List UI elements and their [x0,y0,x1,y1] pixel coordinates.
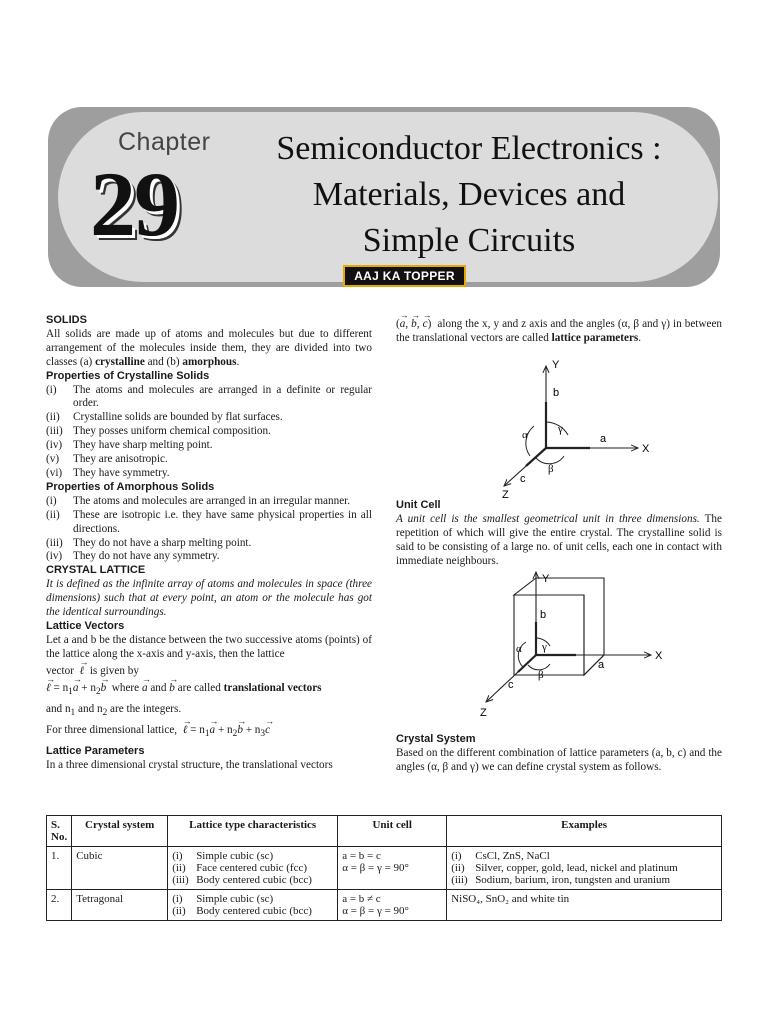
gamma-label: γ [558,423,563,435]
row-sno: 1. [47,847,72,890]
chapter-title [240,126,698,264]
cube-outline [514,578,604,675]
chapter-number: 29 [90,153,178,255]
row-unit-cell: a = b = c α = β = γ = 90° [338,847,447,890]
list-item: (ii) Body centered cubic (bcc) [172,905,312,917]
list-item: (ii) Face centered cubic (fcc) [172,862,308,874]
list-item: (i) CsCl, ZnS, NaCl [451,850,550,862]
title-line-1: Semiconductor Electronics : [276,130,662,167]
lattice-vectors-text: Let a and b be the distance between the two successive atoms (points) of the lattice along the x-axis and y-axis, then the lattice [46,633,372,660]
lattice-parameters-text: In a three dimensional crystal structure, the translational vectors [46,758,333,771]
title-line-2: Materials, Devices and [312,176,626,213]
brand-logo [343,265,466,287]
list-item: (i) Simple cubic (sc) [172,893,274,905]
z-label: Z [480,707,487,719]
list-item: (v) They are anisotropic. [46,453,168,466]
gamma-label: γ [542,641,547,653]
props-amorphous-list [46,495,372,565]
list-item: (iii) Sodium, barium, iron, tungsten and uranium [451,874,671,886]
row-lattice [168,847,338,890]
list-item: (iv) They have sharp melting point. [46,439,213,452]
alpha-label: α [522,429,528,441]
list-item: (iii) They posses uniform chemical composition. [46,425,271,438]
c-label: c [520,473,526,485]
crystal-system-section [396,733,722,775]
b-label: b [540,609,547,621]
props-crystalline-list [46,384,372,481]
row-unit-cell: a = b ≠ c α = β = γ = 90° [338,890,447,921]
lattice-parameters-heading: Lattice Parameters [46,744,145,757]
a-label: a [600,433,607,445]
props-amorphous-heading: Properties of Amorphous Solids [46,480,215,493]
crystal-system-heading: Crystal System [396,733,476,745]
lattice-vector-line: vector → ℓ is given by [46,665,372,679]
unit-cell-section [396,499,722,569]
solids-heading: SOLIDS [46,314,87,326]
a-label: a [598,659,605,671]
list-item: (ii) These are isotropic i.e. they have same physical properties in all directions. [46,508,372,535]
x-label: X [655,650,663,662]
header-lattice: Lattice type characteristics [168,816,338,847]
solids-text: All solids are made up of atoms and molecules but due to different arrangement of the molecules inside them, they are divided into two classes (a) crystalline and (b) amorphous. [46,327,372,368]
row-system: Tetragonal [72,890,168,921]
row-sno: 2. [47,890,72,921]
unit-cell-text: A unit cell is the smallest geometrical unit in three dimensions. The repetition of which will give the entire crystal. The crystalline solid is said to be consisting of a large no. of unit cells, each one in contact with immediate neighbours. [396,512,722,567]
x-label: X [642,443,650,455]
title-line-3: Simple Circuits [362,222,576,259]
list-item: (i) The atoms and molecules are arranged in an irregular manner. [46,494,351,507]
list-item: (i) Simple cubic (sc) [172,850,274,862]
unit-cell-heading: Unit Cell [396,499,441,511]
list-item: (ii) Silver, copper, gold, lead, nickel and platinum [451,862,678,874]
row-examples [447,847,722,890]
c-vector [526,448,546,466]
b-label: b [553,387,560,399]
alpha-label: α [516,643,522,655]
list-item: (ii) Crystalline solids are bounded by flat surfaces. [46,411,283,424]
list-item: (vi) They have symmetry. [46,466,170,479]
row-examples: NiSO₄, SnO₂ and white tin [447,890,722,921]
right-column [396,318,722,346]
z-label: Z [502,489,509,501]
lattice-vectors-heading: Lattice Vectors [46,619,125,632]
header-examples: Examples [447,816,722,847]
axes-diagram [490,356,660,504]
beta-label: β [548,463,554,475]
y-label: Y [542,573,550,585]
y-label: Y [552,359,560,371]
row-system: Cubic [72,847,168,890]
crystal-system-table [46,815,722,921]
table-header-row [47,816,722,847]
gamma-arc [546,422,568,435]
translational-vector-equation: → ℓ = $n_1\to a + n_2\to b$ where → a and → b are called translational vectors [46,682,372,700]
chapter-label: Chapter [118,128,211,156]
crystal-system-text: Based on the different combination of lattice parameters (a, b, c) and the angles (α, β and γ) we can define crystal system as follows. [396,746,722,773]
list-item: (iii) Body centered cubic (bcc) [172,874,312,886]
beta-label: β [538,669,544,681]
header-sno: S. No. [47,816,72,847]
header-unit-cell: Unit cell [338,816,447,847]
header-system: Crystal system [72,816,168,847]
props-crystalline-heading: Properties of Crystalline Solids [46,369,210,382]
table-row [47,890,722,921]
left-column [46,314,372,773]
list-item: (i) The atoms and molecules are arranged in a definite or regular order. [46,383,372,410]
crystal-lattice-text: It is defined as the infinite array of atoms and molecules in space (three dimensions) such that at every point, an atom or the molecule has got the identical surroundings. [46,578,372,619]
lattice-parameters-cont: (→ a, → b, → c) along the x, y and z axis and the angles (α, β and γ) in between the translational vectors are called lattice parameters. [396,318,722,346]
list-item: (iii) They do not have a sharp melting point. [46,536,252,549]
list-item: (iv) They do not have any symmetry. [46,550,220,563]
crystal-lattice-heading: CRYSTAL LATTICE [46,564,146,577]
c-label: c [508,679,514,691]
integers-text: and $n_1$ and $n_2$ are the integers. [46,702,182,718]
row-lattice [168,890,338,921]
cube-front-face [514,595,584,675]
three-dim-equation: For three dimensional lattice, → ℓ = $n_1\to a + n_2\to b + n_3\to c$ [46,724,372,742]
table-row [47,847,722,890]
brand-logo-text: AAJ KA TOPPER [354,269,455,283]
unit-cell-diagram [476,570,666,720]
